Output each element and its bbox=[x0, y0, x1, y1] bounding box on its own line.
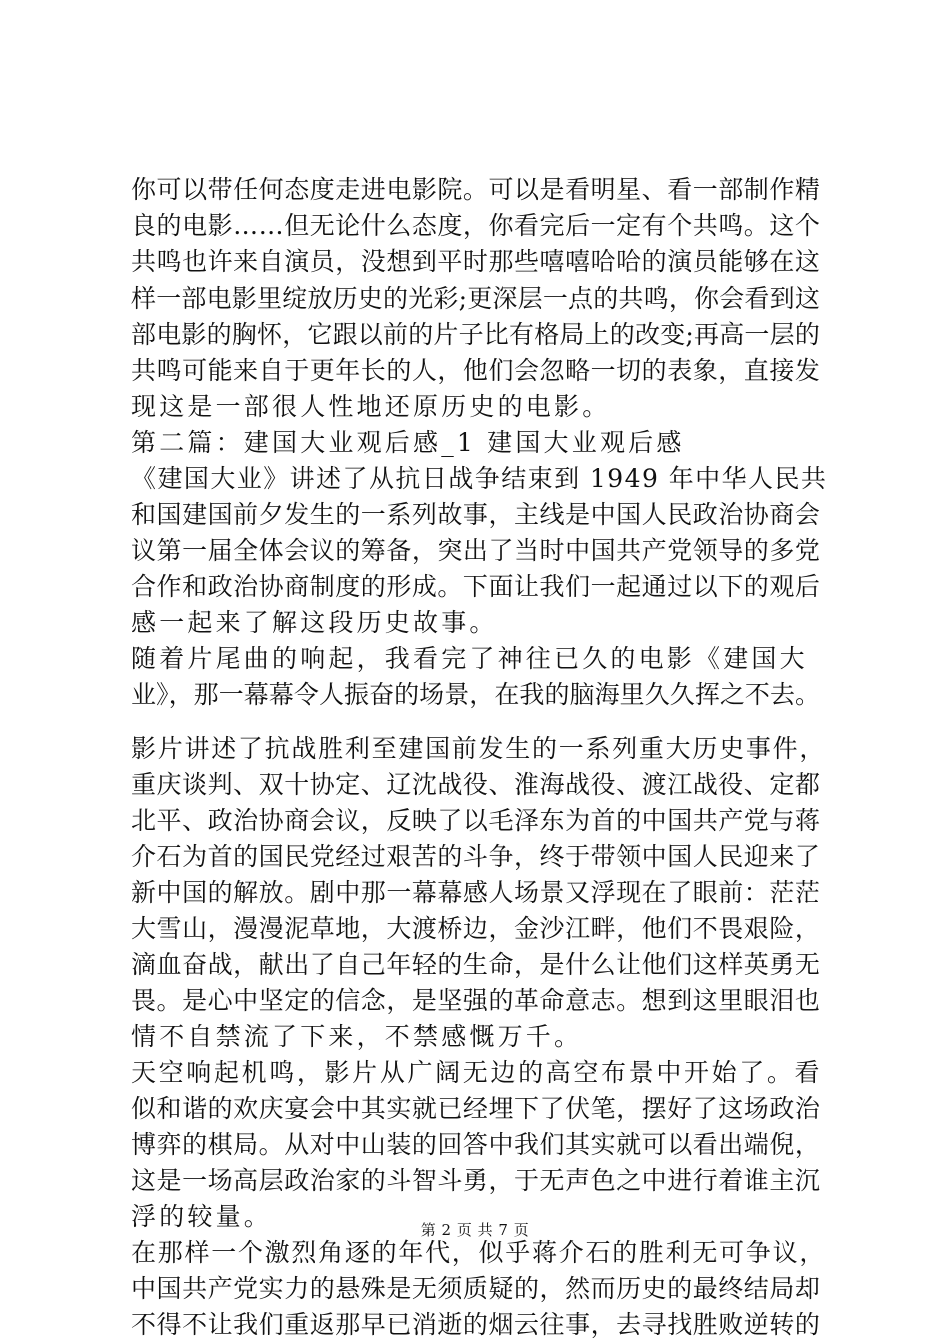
text-line: 影片讲述了抗战胜利至建国前发生的一系列重大历史事件， bbox=[131, 734, 827, 763]
section-heading: 第二篇：建国大业观后感_1 建国大业观后感 bbox=[131, 428, 685, 457]
text-line: 合作和政治协商制度的形成。下面让我们一起通过以下的观后 bbox=[131, 572, 821, 601]
text-line: 和国建国前夕发生的一系列故事，主线是中国人民政治协商会 bbox=[131, 500, 821, 529]
text-line: 似和谐的欢庆宴会中其实就已经埋下了伏笔，摆好了这场政治 bbox=[131, 1094, 821, 1123]
text-line: 现这是一部很人性地还原历史的电影。 bbox=[131, 392, 611, 421]
text-line: 随着片尾曲的响起，我看完了神往已久的电影《建国大 bbox=[131, 644, 808, 673]
text-line: 这是一场高层政治家的斗智斗勇，于无声色之中进行着谁主沉 bbox=[131, 1166, 821, 1195]
text-line: 畏。是心中坚定的信念，是坚强的革命意志。想到这里眼泪也 bbox=[131, 986, 821, 1015]
text-line: 你可以带任何态度走进电影院。可以是看明星、看一部制作精 bbox=[131, 175, 821, 204]
text-line: 在那样一个激烈角逐的年代，似乎蒋介石的胜利无可争议， bbox=[131, 1238, 827, 1267]
text-line: 中国共产党实力的悬殊是无须质疑的，然而历史的最终结局却 bbox=[131, 1274, 821, 1303]
text-line: 博弈的棋局。从对中山装的回答中我们其实就可以看出端倪， bbox=[131, 1130, 821, 1159]
page-footer: 第 2 页 共 7 页 bbox=[420, 1221, 530, 1239]
text-line: 《建国大业》讲述了从抗日战争结束到 1949 年中华人民共 bbox=[131, 464, 828, 493]
text-line: 部电影的胸怀，它跟以前的片子比有格局上的改变;再高一层的 bbox=[131, 320, 821, 349]
text-line: 天空响起机鸣，影片从广阔无边的高空布景中开始了。看 bbox=[131, 1058, 823, 1087]
text-line: 共鸣也许来自演员，没想到平时那些嘻嘻哈哈的演员能够在这 bbox=[131, 247, 821, 276]
text-line: 业》，那一幕幕令人振奋的场景，在我的脑海里久久挥之不去。 bbox=[131, 680, 821, 709]
text-line: 重庆谈判、双十协定、辽沈战役、淮海战役、渡江战役、定都 bbox=[131, 770, 821, 799]
text-line: 大雪山，漫漫泥草地，大渡桥边，金沙江畔，他们不畏艰险， bbox=[131, 914, 821, 943]
text-line: 滴血奋战，献出了自己年轻的生命，是什么让他们这样英勇无 bbox=[131, 950, 821, 979]
text-line: 共鸣可能来自于更年长的人，他们会忽略一切的表象，直接发 bbox=[131, 356, 821, 385]
text-line: 不得不让我们重返那早已消逝的烟云往事，去寻找胜败逆转的 bbox=[131, 1310, 821, 1339]
text-line: 北平、政治协商会议，反映了以毛泽东为首的中国共产党与蒋 bbox=[131, 806, 821, 835]
text-line: 样一部电影里绽放历史的光彩;更深层一点的共鸣，你会看到这 bbox=[131, 284, 821, 313]
text-line: 感一起来了解这段历史故事。 bbox=[131, 608, 498, 637]
text-line: 介石为首的国民党经过艰苦的斗争，终于带领中国人民迎来了 bbox=[131, 842, 821, 871]
text-line: 浮的较量。 bbox=[131, 1202, 273, 1231]
text-line: 良的电影……但无论什么态度，你看完后一定有个共鸣。这个 bbox=[131, 211, 821, 240]
text-line: 新中国的解放。剧中那一幕幕感人场景又浮现在了眼前：茫茫 bbox=[131, 878, 821, 907]
text-line: 议第一届全体会议的筹备，突出了当时中国共产党领导的多党 bbox=[131, 536, 821, 565]
text-line: 情不自禁流了下来，不禁感慨万千。 bbox=[131, 1022, 583, 1051]
